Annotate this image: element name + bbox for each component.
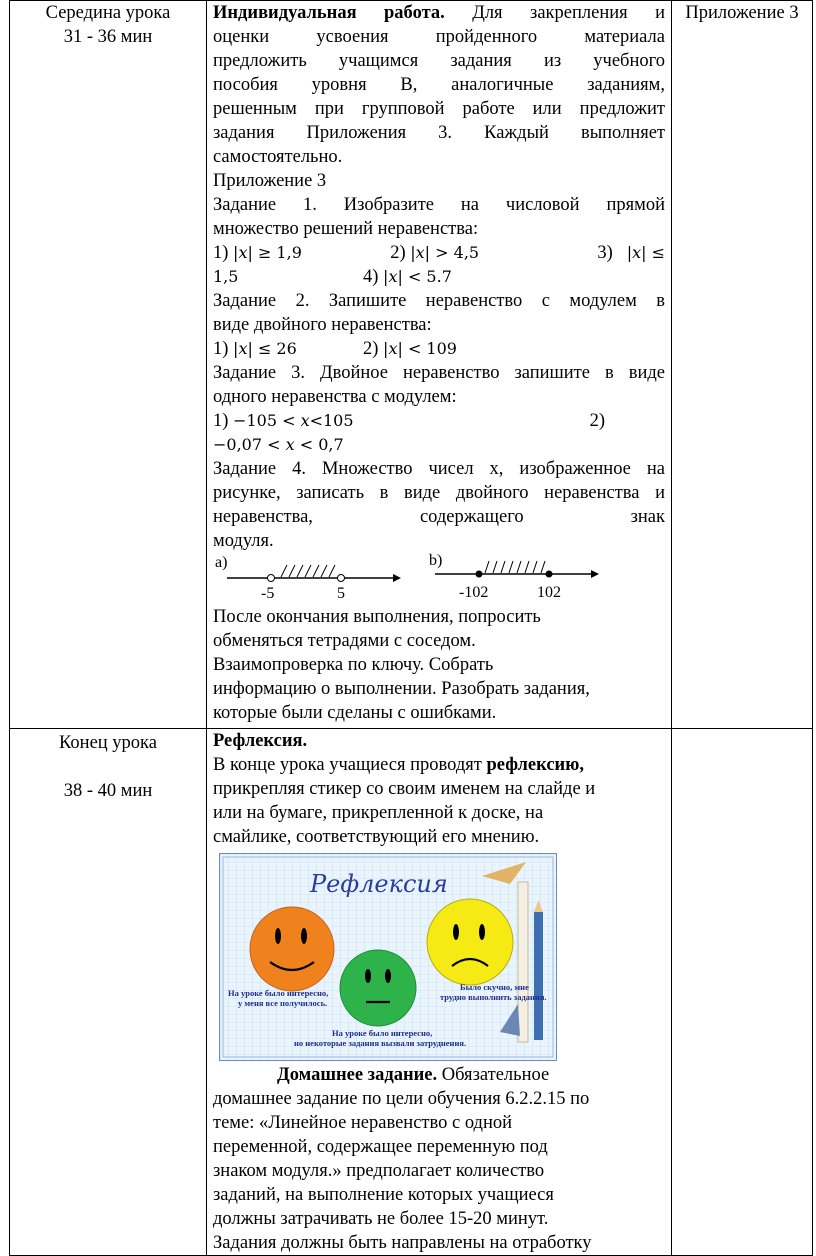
homework-line-4: переменной, содержащее переменную под: [213, 1137, 548, 1157]
intro-line-6: задания Приложения 3. Каждый выполняет: [213, 123, 665, 143]
open-point-a-left: [268, 575, 275, 582]
math-expr: |𝑥| < 109: [383, 339, 457, 358]
spacer: [10, 755, 206, 779]
fig-a-right-value: 5: [337, 585, 345, 602]
homework-text: Обязательное: [437, 1065, 550, 1085]
closed-point-b-left: [476, 571, 483, 578]
closing-line-5: которые были сделаны с ошибками.: [213, 703, 497, 723]
task1-items-row2: [213, 265, 665, 289]
homework-line-2: домашнее задание по цели обучения 6.2.2.15 по: [213, 1089, 590, 1109]
task3-items-row1: [213, 409, 665, 433]
math-expr: 1,5: [213, 267, 239, 286]
caption-green-1: На уроке было интересно,: [332, 1028, 433, 1038]
caption-green-2: но некоторые задания вызвали затруднения.: [294, 1038, 467, 1048]
slide-title: Рефлексия: [310, 870, 448, 898]
task4-line-2: рисунке, записать в виде двойного неравенства и: [213, 483, 665, 503]
caption-orange-2: у меня все получилось.: [238, 998, 328, 1008]
stage-time: 38 - 40 мин: [63, 781, 153, 801]
intro-line-5: решенным при групповой работе или предложит: [213, 99, 665, 119]
intro-line-3: предложить учащимся задания из учебного: [213, 51, 665, 71]
smiley-neutral-green: [340, 950, 416, 1026]
reflection-heading: [213, 729, 665, 753]
reflection-slide-image: [219, 853, 557, 1061]
math-expr: −105 < 𝑥<105: [233, 411, 354, 430]
item-num: 1): [213, 243, 229, 263]
closing-line-2: обменяться тетрадями с соседом.: [213, 631, 476, 651]
task3-line-2: одного неравенства с модулем:: [213, 387, 457, 407]
reflection-line-3: или на бумаге, прикрепленной к доске, на: [213, 803, 544, 823]
fig-a-left-value: -5: [261, 585, 275, 602]
content-cell: [207, 1, 672, 729]
fig-b-left-value: -102: [459, 584, 489, 601]
task1-item-1: [213, 241, 363, 265]
task1-item-4: [363, 265, 452, 289]
resource-cell: [672, 1, 813, 729]
open-point-a-right: [338, 575, 345, 582]
math-expr: |𝑥| ≤ 26: [233, 339, 297, 358]
stage-label: Конец урока: [59, 733, 157, 753]
reflection-line-1: [213, 753, 665, 777]
item-num: 1): [213, 339, 229, 359]
caption-yellow-1: Было скучно, мне: [460, 982, 529, 992]
item-num: 2): [390, 243, 406, 263]
lesson-plan-table: [9, 0, 813, 1256]
reflection-line-4: смайлике, соответствующий его мнению.: [213, 827, 540, 847]
table-row-middle: [10, 1, 813, 729]
stage-label: Середина урока: [45, 3, 171, 23]
hatching-a: [281, 565, 335, 577]
reflection-slide-svg: [220, 854, 556, 1060]
homework-line-6: заданий, на выполнение которых учащиеся: [213, 1185, 554, 1205]
math-expr: |𝑥| ≥ 1,9: [233, 243, 302, 262]
reflection-line-2: прикрепляя стикер со своим именем на слайде и: [213, 779, 596, 799]
homework-line-5: знаком модуля.» предполагает количество: [213, 1161, 545, 1181]
fig-b-label: b): [429, 553, 443, 569]
task4-line-1: Задание 4. Множество чисел х, изображенное на: [213, 459, 665, 479]
number-line-figure: [213, 553, 665, 605]
appendix-title: Приложение 3: [213, 171, 327, 191]
task1-item-3: [597, 241, 665, 265]
stage-cell: [10, 1, 207, 729]
task3-line-1: Задание 3. Двойное неравенство запишите в виде: [213, 363, 665, 383]
math-expr: |𝑥| < 5.7: [383, 267, 452, 286]
homework-line-7: должны затрачивать не более 15-20 минут.: [213, 1209, 549, 1229]
item-num: 4): [363, 267, 379, 287]
homework-line-8: Задания должны быть направлены на отработку: [213, 1233, 592, 1253]
arrow-head-b: [591, 570, 599, 578]
task1-line-1: Задание 1. Изобразите на числовой прямой: [213, 195, 665, 215]
task3-item-1: [213, 409, 354, 433]
intro-line-2: оценки усвоения пройденного материала: [213, 27, 665, 47]
task2-line-2: виде двойного неравенства:: [213, 315, 432, 335]
resource-cell: [672, 729, 813, 1256]
homework-line-1: [213, 1063, 665, 1087]
smiley-happy-orange: [250, 907, 334, 991]
reflection-keyword: рефлексию,: [486, 755, 584, 775]
item-num: 2): [363, 339, 379, 359]
task1-line-2: множество решений неравенства:: [213, 219, 479, 239]
task2-items: [213, 337, 665, 361]
stage-cell: [10, 729, 207, 1256]
fig-b-right-value: 102: [537, 584, 561, 601]
task2-line-1: Задание 2. Запишите неравенство с модулем в: [213, 291, 665, 311]
stage-time: 31 - 36 мин: [63, 27, 153, 47]
hatching-b: [485, 561, 545, 573]
intro-text: Для закрепления и: [444, 3, 665, 23]
intro-line-1: [213, 1, 665, 25]
item-num: 2): [589, 411, 605, 431]
smiley-sad-yellow: [427, 899, 513, 985]
caption-yellow-2: трудно выполнить задания.: [440, 992, 547, 1002]
homework-heading: Домашнее задание.: [277, 1065, 438, 1085]
item-num: 1): [213, 411, 229, 431]
task1-item-2: [390, 241, 570, 265]
reflection-text: В конце урока учащиеся проводят: [213, 755, 487, 775]
task2-item-1: [213, 337, 363, 361]
number-lines-svg: [213, 553, 653, 605]
homework-line-3: теме: «Линейное неравенство с одной: [213, 1113, 513, 1133]
content-cell: [207, 729, 672, 1256]
table-row-end: [10, 729, 813, 1256]
item-num: 3): [597, 243, 613, 263]
closing-line-4: информацию о выполнении. Разобрать задания,: [213, 679, 590, 699]
resource-label: Приложение 3: [685, 3, 799, 23]
closing-line-1: После окончания выполнения, попросить: [213, 607, 541, 627]
task2-item-2: [363, 337, 457, 361]
intro-line-7: самостоятельно.: [213, 147, 343, 167]
task1-items-row1: [213, 241, 665, 265]
task4-line-4: модуля.: [213, 531, 274, 551]
arrow-head-a: [393, 574, 401, 582]
fig-a-label: a): [215, 554, 228, 571]
pencil-icon: [534, 912, 543, 1040]
task3-item-2: −0,07 < 𝑥 < 0,7: [213, 435, 344, 454]
intro-line-4: пособия уровня В, аналогичные заданиям,: [213, 75, 665, 95]
ruler-icon: [518, 882, 528, 1042]
closing-line-3: Взаимопроверка по ключу. Собрать: [213, 655, 494, 675]
math-expr: |𝑥| > 4,5: [410, 243, 480, 262]
math-expr: |𝑥| ≤: [626, 243, 665, 262]
task4-line-3: неравенства, содержащего знак: [213, 507, 665, 527]
caption-orange-1: На уроке было интересно,: [228, 988, 329, 998]
intro-heading: Индивидуальная работа.: [213, 3, 445, 23]
closed-point-b-right: [546, 571, 553, 578]
reflection-title: Рефлексия.: [213, 731, 308, 751]
